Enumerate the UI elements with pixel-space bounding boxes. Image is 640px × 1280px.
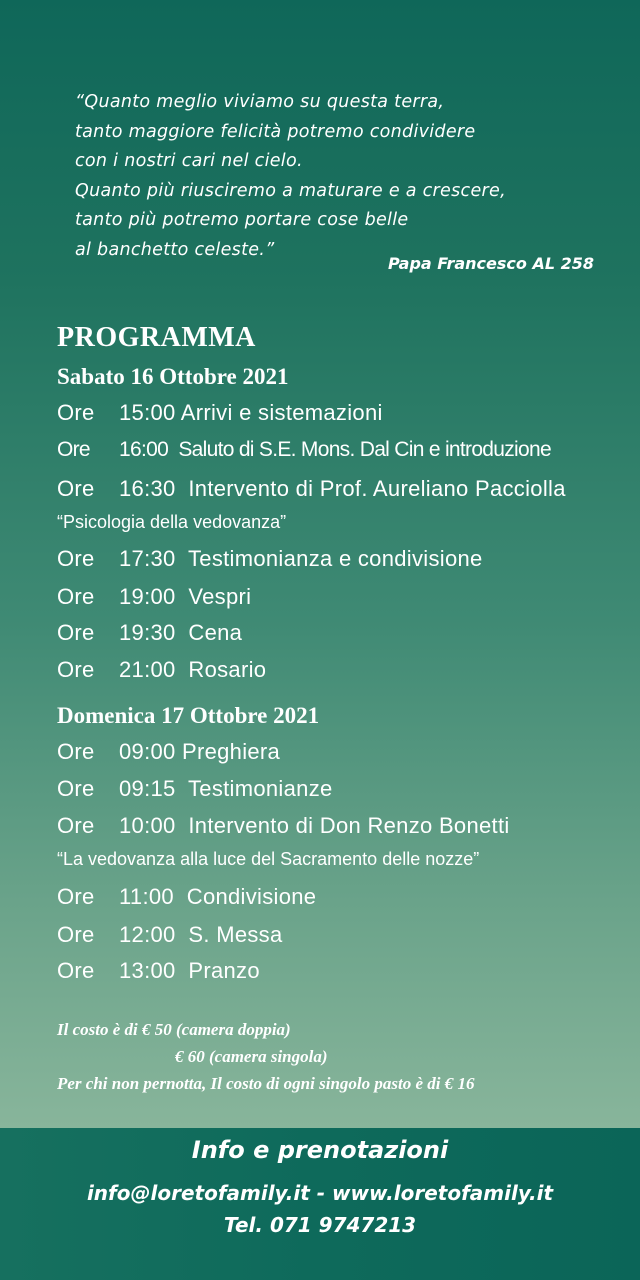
ore-label: Ore xyxy=(57,958,95,983)
schedule-time: 09:15 xyxy=(119,776,176,801)
day1-title: Sabato 16 Ottobre 2021 xyxy=(57,364,289,389)
schedule-text: Intervento di Don Renzo Bonetti xyxy=(188,813,510,838)
schedule-time: 15:00 xyxy=(119,400,176,425)
schedule-row xyxy=(57,739,280,765)
schedule-time: 11:00 xyxy=(119,884,174,909)
quote-line: con i nostri cari nel cielo. xyxy=(75,151,303,171)
schedule-row xyxy=(57,546,483,572)
schedule-text: Testimonianze xyxy=(188,776,333,801)
schedule-text: Preghiera xyxy=(181,739,281,764)
schedule-time: 16:30 xyxy=(119,476,176,501)
quote-block xyxy=(75,88,595,265)
cost-line-single: € 60 (camera singola) xyxy=(175,1047,328,1066)
ore-label: Ore xyxy=(57,922,95,947)
schedule-row xyxy=(57,958,260,984)
schedule-time: 09:00 xyxy=(119,739,176,764)
schedule-row xyxy=(57,657,266,683)
schedule-row xyxy=(57,400,383,426)
ore-label: Ore xyxy=(57,813,95,838)
schedule-time: 16:00 xyxy=(119,438,169,461)
schedule-text: S. Messa xyxy=(188,922,283,947)
quote-line: tanto più potremo portare cose belle xyxy=(75,210,409,230)
schedule-row xyxy=(57,813,510,839)
schedule-time: 10:00 xyxy=(119,813,176,838)
footer-phone[interactable]: Tel. 071 9747213 xyxy=(223,1213,417,1237)
schedule-row xyxy=(57,476,566,502)
program-heading: PROGRAMMA xyxy=(57,322,256,353)
ore-label: Ore xyxy=(57,584,95,609)
schedule-time: 13:00 xyxy=(119,958,176,983)
ore-label: Ore xyxy=(57,739,95,764)
schedule-time: 17:30 xyxy=(119,546,176,571)
schedule-row xyxy=(57,776,333,802)
schedule-text: Rosario xyxy=(188,657,267,682)
schedule-row xyxy=(57,438,551,462)
schedule-text: Saluto di S.E. Mons. Dal Cin e introduzione xyxy=(178,438,551,461)
ore-label: Ore xyxy=(57,620,95,645)
schedule-text: Pranzo xyxy=(188,958,260,983)
ore-label: Ore xyxy=(57,776,95,801)
schedule-time: 19:30 xyxy=(119,620,176,645)
ore-label: Ore xyxy=(57,884,95,909)
schedule-text: Condivisione xyxy=(186,884,317,909)
quote-line: al banchetto celeste.” xyxy=(75,239,275,260)
cost-info xyxy=(57,1016,475,1097)
schedule-text: Arrivi e sistemazioni xyxy=(180,400,383,425)
ore-label: Ore xyxy=(57,657,95,682)
quote-line: “Quanto meglio viviamo su questa terra, xyxy=(75,92,445,112)
schedule-row xyxy=(57,620,242,646)
footer-contacts[interactable]: info@loretofamily.it - www.loretofamily.it xyxy=(86,1181,554,1205)
schedule-row xyxy=(57,884,316,910)
schedule-text: Intervento di Prof. Aureliano Pacciolla xyxy=(188,476,566,501)
day2-title: Domenica 17 Ottobre 2021 xyxy=(57,703,320,728)
schedule-row xyxy=(57,922,283,948)
day1-subtitle: “Psicologia della vedovanza” xyxy=(57,512,287,532)
footer-title: Info e prenotazioni xyxy=(191,1136,449,1164)
schedule-row xyxy=(57,584,251,610)
schedule-text: Testimonianza e condivisione xyxy=(188,546,483,571)
ore-label: Ore xyxy=(57,400,95,425)
quote-author: Papa Francesco AL 258 xyxy=(387,254,594,273)
cost-line-double: Il costo è di € 50 (camera doppia) xyxy=(57,1020,291,1039)
ore-label: Ore xyxy=(57,546,95,571)
cost-line-meal: Per chi non pernotta, Il costo di ogni singolo pasto è di € 16 xyxy=(57,1074,475,1093)
schedule-time: 12:00 xyxy=(119,922,176,947)
quote-line: Quanto più riusciremo a maturare e a crescere, xyxy=(75,180,506,201)
ore-label: Ore xyxy=(57,438,90,461)
schedule-time: 19:00 xyxy=(119,584,176,609)
schedule-text: Vespri xyxy=(188,584,252,609)
ore-label: Ore xyxy=(57,476,95,501)
quote-line: tanto maggiore felicità potremo condividere xyxy=(75,121,476,142)
schedule-text: Cena xyxy=(188,620,243,645)
schedule-time: 21:00 xyxy=(119,657,176,682)
day2-subtitle: “La vedovanza alla luce del Sacramento delle nozze” xyxy=(57,849,480,869)
